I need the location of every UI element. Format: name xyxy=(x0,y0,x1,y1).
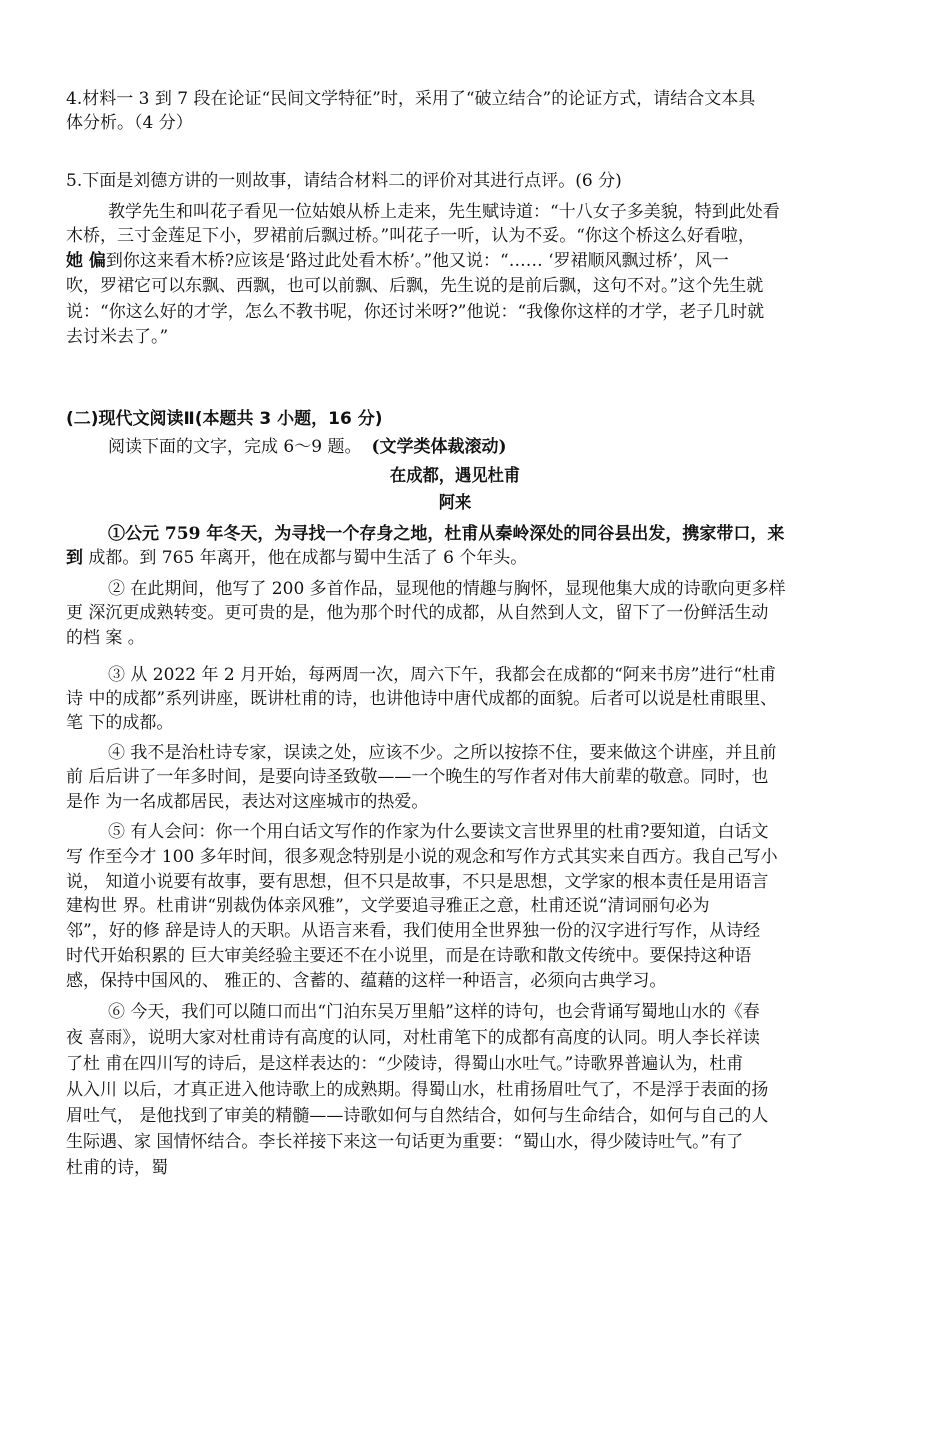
paragraph-6-line-4: 从入川 以后，才真正进入他诗歌上的成熟期。得蜀山水，杜甫扬眉吐气了，不是浮于表面的扬 xyxy=(66,1080,769,1100)
story-line-2: 木桥，三寸金莲足下小，罗裙前后飘过桥。”叫花子一听，认为不妥。“你这个桥这么好看啦， xyxy=(66,226,755,246)
paragraph-2-line-1: ② 在此期间，他写了 200 多首作品，显现他的情趣与胸怀，显现他集大成的诗歌向更多样 xyxy=(108,579,786,599)
paragraph-1-line-2-text: 成都。到 765 年离开，他在成都与蜀中生活了 6 个年头。 xyxy=(88,548,528,568)
story-line-3 xyxy=(66,250,729,272)
paragraph-6-line-6: 生际遇、家 国情怀结合。李长祥接下来这一句话更为重要：“蜀山水，得少陵诗吐气。”有了 xyxy=(66,1132,744,1152)
paragraph-3-line-2: 诗 中的成都”系列讲座，既讲杜甫的诗，也讲他诗中唐代成都的面貌。后者可以说是杜甫眼里、 xyxy=(66,689,778,709)
paragraph-1-bold-word: 到 xyxy=(66,548,83,568)
genre-note: (文学类体裁滚动) xyxy=(371,437,507,457)
article-author: 阿来 xyxy=(438,493,472,513)
paragraph-5-line-4: 建构世 界。杜甫讲“别裁伪体亲风雅”，文学要追寻雅正之意，杜甫还说“清词丽句必为 xyxy=(66,896,710,916)
story-line-5: 说：“你这么好的才学，怎么不教书呢，你还讨米呀?”他说：“我像你这样的才学，老子几时就 xyxy=(66,302,765,322)
question-4-line-2: 体分析。（4 分） xyxy=(66,113,193,133)
paragraph-2-line-3: 的档 案 。 xyxy=(66,628,145,648)
paragraph-5-line-7: 感，保持中国风的、 雅正的、含蓄的、蕴藉的这样一种语言，必须向古典学习。 xyxy=(66,971,667,991)
article-title: 在成都，遇见杜甫 xyxy=(389,466,521,486)
section-instruction-line xyxy=(108,436,507,458)
section-instruction: 阅读下面的文字，完成 6～9 题。 xyxy=(108,437,362,457)
paragraph-6-line-2: 夜 喜雨》，说明大家对杜甫诗有高度的认同，对杜甫笔下的成都有高度的认同。明人李长祥读 xyxy=(66,1028,760,1048)
story-line-4: 吹，罗裙它可以东飘、西飘，也可以前飘、后飘，先生说的是前后飘，这句不对。”这个先生就 xyxy=(66,276,764,296)
story-line-6: 去讨米去了。” xyxy=(66,327,169,347)
story-bold-text: 她 偏 xyxy=(66,251,106,271)
paragraph-3-line-1: ③ 从 2022 年 2 月开始，每两周一次，周六下午，我都会在成都的“阿来书房”进行“杜甫 xyxy=(108,665,777,685)
paragraph-5-line-2: 写 作至今才 100 多年时间，很多观念特别是小说的观念和写作方式其实来自西方。我自己写小 xyxy=(66,847,778,867)
paragraph-5-line-5: 邻”，好的修 辞是诗人的天职。从语言来看，我们使用全世界独一份的汉字进行写作，从诗经 xyxy=(66,921,761,941)
paragraph-6-line-5: 眉吐气， 是他找到了审美的精髓——诗歌如何与自然结合，如何与生命结合，如何与自己的人 xyxy=(66,1106,769,1126)
paragraph-5-line-3: 说， 知道小说要有故事，要有思想，但不只是故事，不只是思想，文学家的根本责任是用语言 xyxy=(66,872,769,892)
paragraph-6-line-1: ⑥ 今天，我们可以随口而出“门泊东吴万里船”这样的诗句，也会背诵写蜀地山水的《春 xyxy=(108,1002,760,1022)
question-4-line-1: 4.材料一 3 到 7 段在论证“民间文学特征”时，采用了“破立结合”的论证方式，请结合文本具 xyxy=(66,89,756,109)
paragraph-3-line-3: 笔 下的成都。 xyxy=(66,713,174,733)
paragraph-1-line-1: ①公元 759 年冬天，为寻找一个存身之地，杜甫从秦岭深处的同谷县出发，携家带口，来 xyxy=(108,524,785,544)
story-line-1: 教学先生和叫花子看见一位姑娘从桥上走来，先生赋诗道：“十八女子多美貌，特到此处看 xyxy=(108,202,780,222)
paragraph-4-line-2: 前 后后讲了一年多时间，是要向诗圣致敬——一个晚生的写作者对伟大前辈的敬意。同时，也 xyxy=(66,767,769,787)
section-heading: (二)现代文阅读Ⅱ(本题共 3 小题，16 分) xyxy=(66,409,383,429)
paragraph-2-line-2: 更 深沉更成熟转变。更可贵的是，他为那个时代的成都，从自然到人文，留下了一份鲜活生动 xyxy=(66,603,769,623)
paragraph-4-line-1: ④ 我不是治杜诗专家，误读之处，应该不少。之所以按捺不住，要来做这个讲座，并且前 xyxy=(108,743,777,763)
paragraph-1-line-2 xyxy=(66,547,527,569)
paragraph-6-line-7: 杜甫的诗，蜀 xyxy=(66,1158,168,1178)
question-5-stem: 5.下面是刘德方讲的一则故事，请结合材料二的评价对其进行点评。(6 分) xyxy=(66,171,622,191)
paragraph-4-line-3: 是作 为一名成都居民，表达对这座城市的热爱。 xyxy=(66,792,429,812)
paragraph-5-line-6: 时代开始积累的 巨大审美经验主要还不在小说里，而是在诗歌和散文传统中。要保持这种语 xyxy=(66,946,752,966)
paragraph-6-line-3: 了杜 甫在四川写的诗后，是这样表达的：“少陵诗，得蜀山水吐气。”诗歌界普遍认为，杜甫 xyxy=(66,1054,744,1074)
paragraph-5-line-1: ⑤ 有人会问：你一个用白话文写作的作家为什么要读文言世界里的杜甫?要知道，白话文 xyxy=(108,822,769,842)
story-line-3-text: 到你这来看木桥?应该是‘路过此处看木桥’。”他又说：“…… ‘罗裙顺风飘过桥’，风一 xyxy=(105,251,729,271)
